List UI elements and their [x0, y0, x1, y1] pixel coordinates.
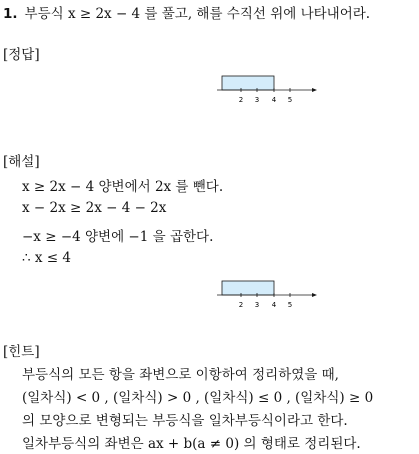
hint-line-3: 의 모양으로 변형되는 부등식을 일차부등식이라고 한다.	[22, 413, 348, 429]
tick-label-2: 2	[238, 301, 244, 309]
hint-line-2: (일차식) < 0 , (일차식) > 0 , (일차식) ≤ 0 , (일차식) ≥ 0	[22, 390, 374, 406]
solution-header: [해설]	[3, 154, 40, 170]
solution-line-3: −x ≥ −4 양변에 −1 을 곱한다.	[22, 229, 214, 245]
tick-label-4: 4	[271, 96, 277, 104]
hint-line-1: 부등식의 모든 항을 좌변으로 이항하여 정리하였을 때,	[22, 367, 339, 383]
question-text: 부등식 x ≥ 2x − 4 를 풀고, 해를 수직선 위에 나타내어라.	[24, 6, 371, 22]
tick-label-5: 5	[287, 96, 293, 104]
question-number: 1.	[3, 6, 18, 22]
solution-region	[222, 281, 274, 295]
question	[3, 2, 370, 22]
tick-label-4: 4	[271, 301, 277, 309]
hint-line-4: 일차부등식의 좌변은 ax + b(a ≠ 0) 의 형태로 정리된다.	[22, 436, 361, 452]
solution-region	[222, 76, 274, 90]
hint-header: [힌트]	[3, 344, 40, 360]
solution-numberline	[217, 280, 317, 312]
solution-line-2: x − 2x ≥ 2x − 4 − 2x	[22, 200, 167, 216]
answer-numberline	[217, 75, 317, 107]
tick-label-2: 2	[238, 96, 244, 104]
tick-label-3: 3	[254, 301, 260, 309]
axis-arrow	[312, 293, 317, 297]
solution-line-4: ∴ x ≤ 4	[22, 250, 71, 266]
tick-label-5: 5	[287, 301, 293, 309]
solution-line-1: x ≥ 2x − 4 양변에서 2x 를 뺀다.	[22, 179, 224, 195]
tick-label-3: 3	[254, 96, 260, 104]
answer-header: [정답]	[3, 47, 40, 63]
axis-arrow	[312, 88, 317, 92]
